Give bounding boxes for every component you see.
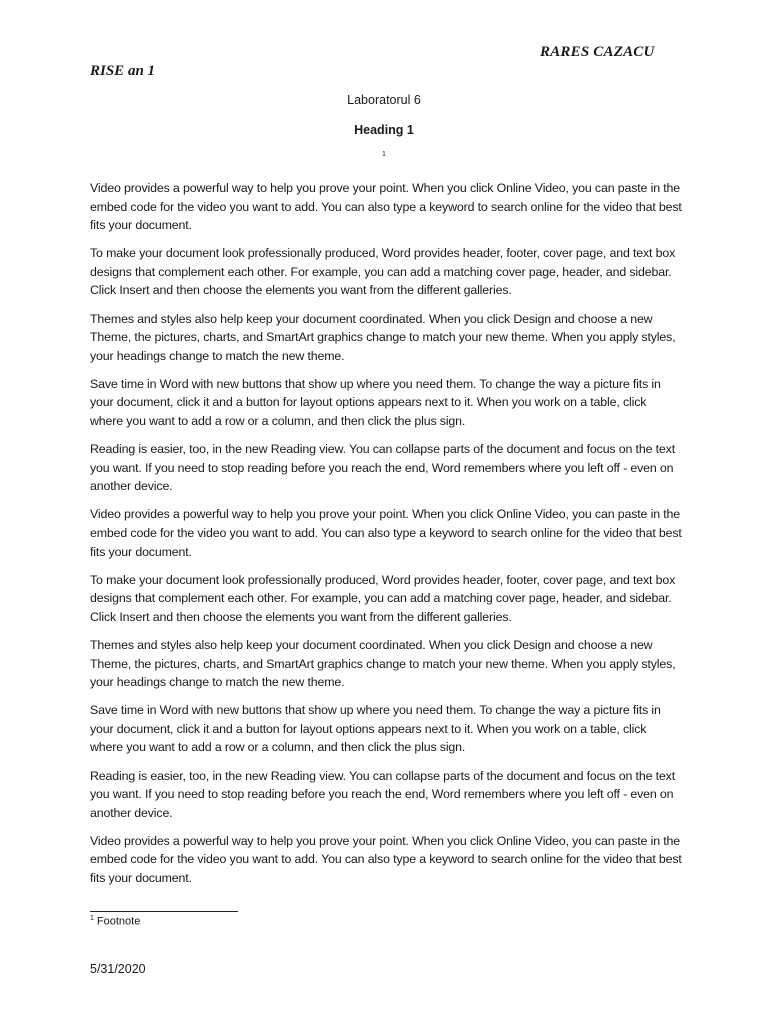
footer-date: 5/31/2020 [90, 962, 146, 976]
paragraph: Reading is easier, too, in the new Reading view. You can collapse parts of the document and focus on the text you want. If you need to stop reading before you reach the end, Word remembers where you left off - even on another device. [90, 768, 675, 820]
footnote-separator [90, 911, 238, 912]
paragraph: Reading is easier, too, in the new Reading view. You can collapse parts of the document and focus on the text you want. If you need to stop reading before you reach the end, Word remembers where you left off - even on another device. [90, 442, 675, 494]
paragraph: Video provides a powerful way to help you prove your point. When you click Online Video, you can paste in the embed code for the video you want to add. You can also type a keyword to search online for the video that best fits your document. [90, 833, 682, 885]
paragraph: To make your document look professionally produced, Word provides header, footer, cover page, and text box designs that complement each other. For example, you can add a matching cover page, header, and sidebar. Click Insert and then choose the elements you want from the different galleries. [90, 246, 676, 298]
header-author: RARES CAZACU [540, 44, 655, 60]
footnote [90, 915, 140, 928]
paragraph: Save time in Word with new buttons that show up where you need them. To change the way a picture fits in your document, click it and a button for layout options appears next to it. When you work on a table, click where you want to add a row or a column, and then click the plus sign. [90, 703, 661, 755]
paragraph: Video provides a powerful way to help you prove your point. When you click Online Video, you can paste in the embed code for the video you want to add. You can also type a keyword to search online for the video that best fits your document. [90, 181, 682, 233]
paragraph: Themes and styles also help keep your document coordinated. When you click Design and choose a new Theme, the pictures, charts, and SmartArt graphics change to match your new theme. When you apply styles, your headings change to match the new theme. [90, 637, 676, 690]
document-title: Laboratorul 6 [347, 93, 421, 107]
paragraph: To make your document look professionally produced, Word provides header, footer, cover page, and text box designs that complement each other. For example, you can add a matching cover page, header, and sidebar. Click Insert and then choose the elements you want from the different galleries. [90, 572, 676, 624]
document-heading: Heading 1 [354, 123, 414, 137]
document-body [90, 179, 682, 897]
footnote-number: 1 [90, 915, 94, 922]
footnote-text: Footnote [96, 915, 141, 928]
paragraph: Save time in Word with new buttons that show up where you need them. To change the way a picture fits in your document, click it and a button for layout options appears next to it. When you work on a table, click where you want to add a row or a column, and then click the plus sign. [90, 376, 661, 429]
paragraph: Video provides a powerful way to help you prove your point. When you click Online Video, you can paste in the embed code for the video you want to add. You can also type a keyword to search online for the video that best fits your document. [90, 507, 682, 559]
header-course: RISE an 1 [90, 63, 156, 79]
paragraph: Themes and styles also help keep your document coordinated. When you click Design and choose a new Theme, the pictures, charts, and SmartArt graphics change to match your new theme. When you apply styles, your headings change to match the new theme. [90, 311, 676, 363]
footnote-reference: 1 [382, 151, 386, 158]
